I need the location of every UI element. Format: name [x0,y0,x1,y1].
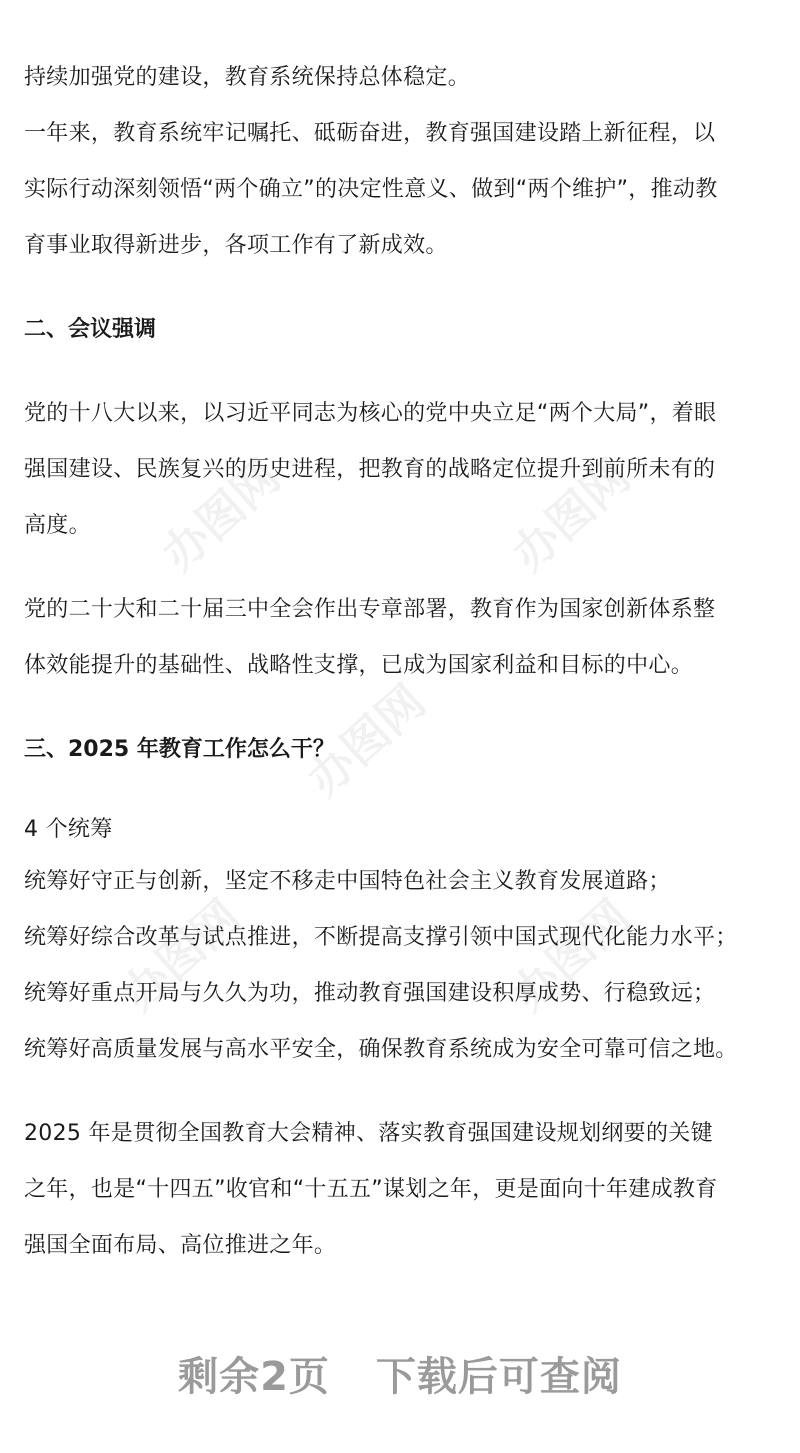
paragraph-line: 党的二十大和二十届三中全会作出专章部署，教育作为国家创新体系整 [24,597,716,622]
download-to-view-label[interactable]: 下载后可查阅 [375,1354,622,1400]
watermark: 办图网 [151,448,291,582]
paragraph-line: 之年，也是“十四五”收官和“十五五”谋划之年，更是面向十年建成教育 [24,1177,718,1202]
list-title: 4 个统筹 [24,817,113,842]
list-item: 统筹好守正与创新，坚定不移走中国特色社会主义教育发展道路； [24,869,671,894]
paragraph-line: 持续加强党的建设，教育系统保持总体稳定。 [24,65,471,90]
remaining-pages-label: 剩余2页 [178,1354,330,1400]
paragraph-line: 体效能提升的基础性、战略性支撑，已成为国家利益和目标的中心。 [24,653,694,678]
section-heading: 二、会议强调 [24,317,157,342]
paragraph-line: 2025 年是贯彻全国教育大会精神、落实教育强国建设规划纲要的关键 [24,1121,713,1146]
paragraph-line: 强国建设、民族复兴的历史进程，把教育的战略定位提升到前所未有的 [24,457,716,482]
paragraph-line: 高度。 [24,513,91,538]
watermark: 办图网 [111,888,251,1022]
download-prompt-banner[interactable] [0,1345,800,1402]
paragraph-line: 实际行动深刻领悟“两个确立”的决定性意义、做到“两个维护”，推动教 [24,177,718,202]
list-item: 统筹好高质量发展与高水平安全，确保教育系统成为安全可靠可信之地。 [24,1037,738,1062]
paragraph-line: 强国全面布局、高位推进之年。 [24,1233,337,1258]
watermark: 办图网 [501,448,641,582]
paragraph-line: 党的十八大以来，以习近平同志为核心的党中央立足“两个大局”，着眼 [24,401,717,426]
watermark: 办图网 [296,673,436,807]
paragraph-line: 一年来，教育系统牢记嘱托、砥砺奋进，教育强国建设踏上新征程，以 [24,121,716,146]
document-body [24,50,784,1274]
watermark: 办图网 [501,888,641,1022]
paragraph-line: 育事业取得新进步，各项工作有了新成效。 [24,233,448,258]
section-heading: 三、2025 年教育工作怎么干？ [24,737,335,762]
list-item: 统筹好重点开局与久久为功，推动教育强国建设积厚成势、行稳致远； [24,981,716,1006]
list-item: 统筹好综合改革与试点推进，不断提高支撑引领中国式现代化能力水平； [24,925,738,950]
